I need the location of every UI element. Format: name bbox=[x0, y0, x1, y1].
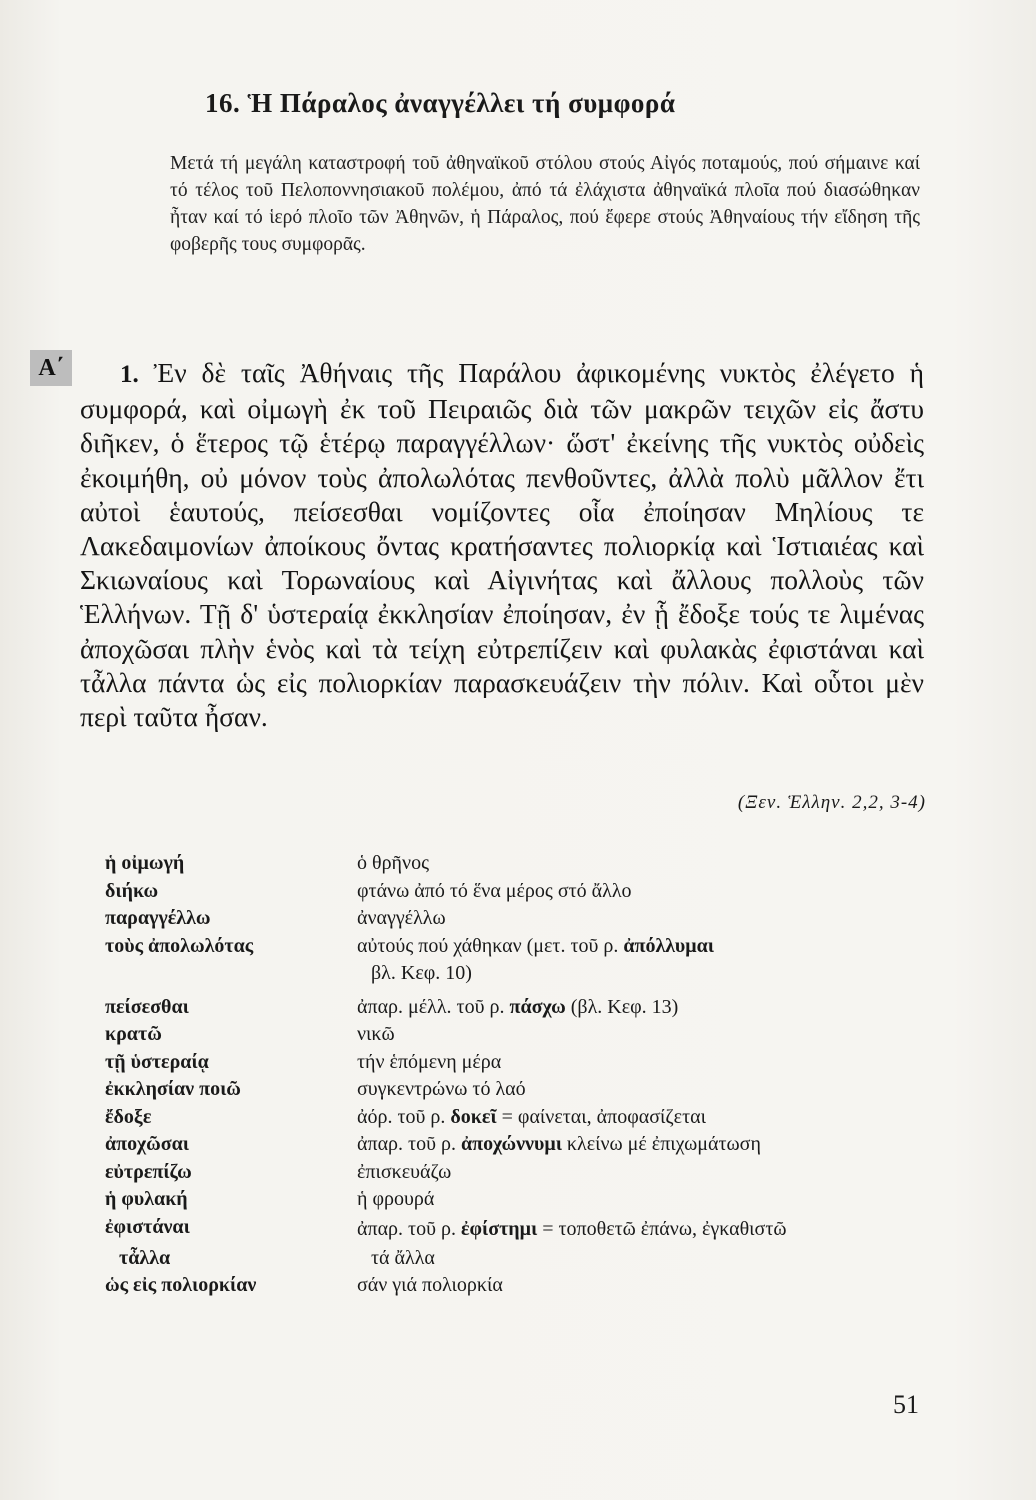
glossary-term: παραγγέλλω bbox=[105, 907, 211, 929]
glossary-row bbox=[105, 1214, 925, 1245]
glossary-term: ἐφιστάναι bbox=[105, 1215, 190, 1238]
glossary-definition: συγκεντρώνω τό λαό bbox=[357, 1078, 526, 1100]
glossary-row bbox=[105, 1159, 925, 1187]
glossary-definition: ἀπαρ. τοῦ ρ. ἐφίστημι = τοποθετῶ ἐπάνω, ἐγκαθιστῶ bbox=[357, 1217, 787, 1240]
glossary-definition: ἀναγγέλλω bbox=[357, 907, 446, 929]
glossary-row bbox=[105, 1021, 925, 1049]
intro-paragraph: Μετά τή μεγάλη καταστροφή τοῦ ἀθηναϊκοῦ στόλου στούς Αἰγός ποταμούς, πού σήμαινε καί τό τέλος τοῦ Πελοποννησιακοῦ πολέμου, ἀπό τά ἐλάχιστα ἀθηναϊκά πλοῖα πού διασώθηκαν ἦταν καί τό ἱερό πλοῖο τῶν Ἀθηνῶν, ἡ Πάραλος, πού ἔφερε στούς Ἀθηναίους τήν εἴδηση τῆς φοβερῆς τους συμφορᾶς. bbox=[170, 153, 920, 255]
glossary-row bbox=[105, 905, 925, 933]
glossary-row bbox=[105, 1186, 925, 1214]
glossary-term: εὐτρεπίζω bbox=[105, 1160, 192, 1183]
glossary-term: ἡ οἰμωγή bbox=[105, 852, 185, 874]
glossary bbox=[105, 850, 925, 1300]
glossary-definition: ἐπισκευάζω bbox=[357, 1160, 452, 1183]
glossary-row bbox=[105, 1049, 925, 1077]
glossary-term: ἔδοξε bbox=[105, 1105, 152, 1128]
glossary-term: τῇ ὑστεραίᾳ bbox=[105, 1050, 209, 1073]
ancient-text-passage bbox=[80, 356, 924, 734]
glossary-definition: νικῶ bbox=[357, 1023, 395, 1045]
glossary-row bbox=[105, 1272, 925, 1300]
glossary-term: ἀποχῶσαι bbox=[105, 1133, 189, 1155]
glossary-definition: ἀπαρ. τοῦ ρ. ἀποχώννυμι κλείνω μέ ἐπιχωμάτωση bbox=[357, 1133, 761, 1155]
glossary-term: ἡ φυλακή bbox=[105, 1188, 188, 1210]
glossary-definition: ὁ θρῆνος bbox=[357, 852, 429, 874]
chapter-title: 16. Ἡ Πάραλος ἀναγγέλλει τή συμφορά bbox=[205, 88, 676, 118]
glossary-definition: σάν γιά πολιορκία bbox=[357, 1274, 503, 1296]
glossary-definition: αὐτούς πού χάθηκαν (μετ. τοῦ ρ. ἀπόλλυμαι βλ. Κεφ. 10) bbox=[357, 934, 714, 984]
glossary-row bbox=[105, 994, 925, 1022]
source-citation: (Ξεν. Ἑλλην. 2,2, 3-4) bbox=[737, 792, 926, 813]
glossary-term: κρατῶ bbox=[105, 1023, 162, 1045]
glossary-definition: τήν ἑπόμενη μέρα bbox=[357, 1050, 502, 1073]
glossary-term: τἆλλα bbox=[119, 1246, 171, 1269]
glossary-row bbox=[105, 1131, 925, 1159]
glossary-definition: ἡ φρουρά bbox=[357, 1188, 435, 1210]
glossary-row bbox=[105, 933, 925, 988]
glossary-term: διήκω bbox=[105, 879, 159, 902]
glossary-definition: τά ἄλλα bbox=[371, 1246, 435, 1269]
glossary-row bbox=[105, 1104, 925, 1132]
glossary-term: τοὺς ἀπολωλότας bbox=[105, 934, 254, 957]
glossary-definition: ἀόρ. τοῦ ρ. δοκεῖ = φαίνεται, ἀποφασίζεται bbox=[357, 1105, 706, 1128]
section-marker: Α΄ bbox=[30, 350, 72, 386]
glossary-definition: φτάνω ἀπό τό ἕνα μέρος στό ἄλλο bbox=[357, 879, 632, 902]
glossary-row bbox=[105, 1076, 925, 1104]
paragraph-number: 1. bbox=[120, 361, 139, 388]
page-number: 51 bbox=[893, 1390, 919, 1419]
glossary-row bbox=[105, 850, 925, 878]
glossary-term: ὡς εἰς πολιορκίαν bbox=[105, 1274, 257, 1296]
ancient-text-body: Ἐν δὲ ταῖς Ἀθήναις τῆς Παράλου ἀφικομένης νυκτὸς ἐλέγετο ἡ συμφορά, καὶ οἰμωγὴ ἐκ τοῦ Πειραιῶς διὰ τῶν μακρῶν τειχῶν εἰς ἄστυ διῆκεν, ὁ ἕτερος τῷ ἑτέρῳ παραγγέλλων· ὥστ' ἐκείνης τῆς νυκτὸς οὐδεὶς ἐκοιμήθη, οὐ μόνον τοὺς ἀπολωλότας πενθοῦντες, ἀλλὰ πολὺ μᾶλλον ἔτι αὐτοὶ ἑαυτούς, πείσεσθαι νομίζοντες οἷα ἐποίησαν Μηλίους τε Λακεδαιμονίων ἀποίκους ὄντας κρατήσαντες πολιορκίᾳ καὶ Ἱστιαιέας καὶ Σκιωναίους καὶ Τορωναίους καὶ Αἰγινήτας καὶ ἄλλους πολλοὺς τῶν Ἑλλήνων. Τῇ δ' ὑστεραίᾳ ἐκκλησίαν ἐποίησαν, ἐν ᾗ ἔδοξε τούς τε λιμένας ἀποχῶσαι πλὴν ἑνὸς καὶ τὰ τείχη εὐτρεπίζειν καὶ φυλακὰς ἐφιστάναι καὶ τἆλλα πάντα ὡς εἰς πολιορκίαν παρασκευάζειν τὴν πόλιν. Καὶ οὗτοι μὲν περὶ ταῦτα ἦσαν. bbox=[80, 357, 924, 733]
glossary-term: ἐκκλησίαν ποιῶ bbox=[105, 1078, 241, 1100]
glossary-term: πείσεσθαι bbox=[105, 995, 189, 1018]
glossary-row bbox=[105, 878, 925, 906]
glossary-definition: ἀπαρ. μέλλ. τοῦ ρ. πάσχω (βλ. Κεφ. 13) bbox=[357, 995, 679, 1018]
glossary-row bbox=[105, 1245, 925, 1273]
